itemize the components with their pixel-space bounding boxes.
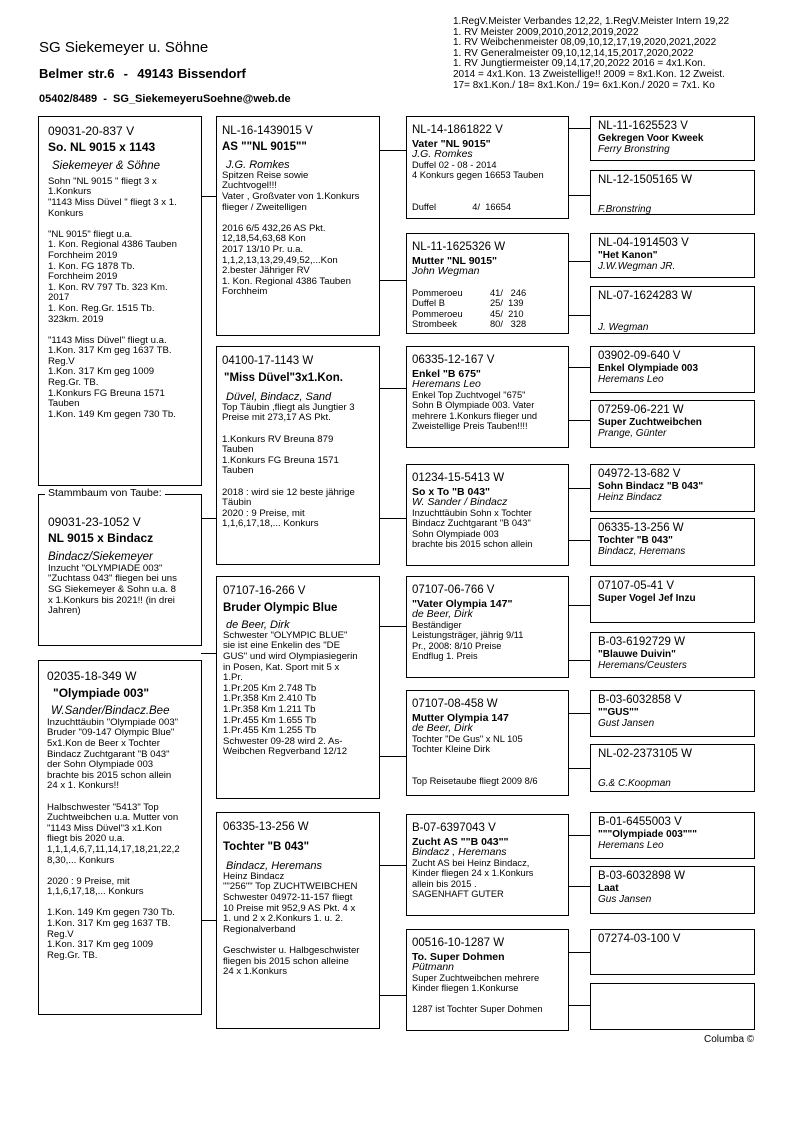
pigeon-name <box>598 946 754 957</box>
breeder-name: Prange, Günter <box>598 428 667 439</box>
ring-number: NL-14-1861822 V <box>412 124 503 136</box>
title-line: 17= 8x1.Kon./ 18= 8x1.Kon./ 19= 6x1.Kon./ 2020 = 7x1. Ko <box>453 79 715 91</box>
ring-number: 07107-16-266 V <box>223 585 306 597</box>
connector <box>379 865 406 866</box>
ring-number: 00516-10-1287 W <box>412 937 505 949</box>
grandparent-card[interactable] <box>216 116 380 336</box>
ancestor-card-small[interactable] <box>590 576 755 623</box>
ring-number: B-07-6397043 V <box>412 822 496 834</box>
connector <box>568 540 590 541</box>
ring-number: B-03-6032858 V <box>598 694 682 706</box>
software-credit: Columba © <box>704 1034 755 1045</box>
ring-number: 04972-13-682 V <box>598 468 681 480</box>
grandparent-card[interactable] <box>216 346 380 565</box>
connector <box>379 756 406 757</box>
description: Inzuchttäubin Sohn x Tochter Bindacz Zuchtgarant "B 043" Sohn Olympiade 003 brachte bis 2015 schon allein <box>412 507 533 549</box>
connector <box>568 420 590 421</box>
ring-number: 06335-12-167 V <box>412 354 495 366</box>
ring-number: NL-04-1914503 V <box>598 237 689 249</box>
ring-number: B-01-6455003 V <box>598 816 682 828</box>
breeder-name: G.& C.Koopman <box>598 778 671 789</box>
titles-block <box>453 17 783 91</box>
ring-number <box>598 987 754 999</box>
pigeon-name: Mutter Olympia 147 <box>412 711 509 724</box>
ring-number: 07107-05-41 V <box>598 580 675 592</box>
breeder-name: Siekemeyer & Söhne <box>52 160 161 173</box>
connector <box>568 195 590 196</box>
title-line: 1.RegV.Meister Verbandes 12,22, 1.RegV.Meister Intern 19,22 <box>453 16 730 27</box>
description: Inzucht "OLYMPIADE 003" "Zuchtass 043" fliegen bei uns SG Siekemeyer & Sohn u.a. 8 x 1.Konkurs bis 2021!! (in drei Jahren) <box>48 562 177 617</box>
ancestor-card[interactable] <box>406 346 569 448</box>
description: Beständiger Leistungsträger, jährig 9/11 Pr., 2008: 8/10 Preise Endflug 1. Preis <box>412 619 524 661</box>
ancestor-card-small[interactable] <box>590 632 755 678</box>
ring-number: 03902-09-640 V <box>598 350 681 362</box>
breeder-name: W.Sander/Bindacz.Bee <box>51 705 170 718</box>
title-line: 2014 = 4x1.Kon. 13 Zweistellige!! 2009 = 8x1.Kon. 12 Zweist. <box>453 68 725 80</box>
breeder-name: Bindacz, Heremans <box>598 546 686 557</box>
ancestor-card[interactable] <box>406 233 569 334</box>
connector <box>568 1005 590 1006</box>
pigeon-name: Vater "NL 9015" <box>412 137 491 150</box>
breeder-name: F.Bronstring <box>598 204 652 215</box>
breeder-name: Ferry Bronstring <box>598 144 670 155</box>
breeder-name: Heremans Leo <box>598 374 664 385</box>
description: Heinz Bindacz ""256"" Top ZUCHTWEIBCHEN Schwester 04972-11-157 fliegt 10 Preise mit 952,9 AS Pkt. 4 x 1. und 2 x 2.Konkurs 1. u. 2. Regionalverband Geschwister u. Halbgeschwister fliegen bis 2015 schon alleine 24 x 1.Konkurs <box>223 870 360 978</box>
ancestor-card-small[interactable] <box>590 400 755 448</box>
ancestor-card[interactable] <box>406 116 569 219</box>
connector <box>568 713 590 714</box>
connector <box>379 280 406 281</box>
breeder-name: W. Sander / Bindacz <box>412 496 508 508</box>
connector <box>568 367 590 368</box>
pigeon-name <box>598 187 754 198</box>
ancestor-card-small[interactable] <box>590 690 755 737</box>
stammbaum-label: Stammbaum von Taube: <box>45 487 165 499</box>
pigeon-name: Laat <box>598 883 619 894</box>
connector <box>568 835 590 836</box>
breeder-name: de Beer, Dirk <box>412 608 473 620</box>
ancestor-card-small[interactable] <box>590 744 755 792</box>
title-line: 1. RV Weibchenmeister 08,09,10,12,17,19,2020,2021,2022 <box>453 37 717 49</box>
pigeon-name: NL 9015 x Bindacz <box>48 530 154 545</box>
breeder-name: J.G. Romkes <box>226 159 290 172</box>
pigeon-name: Super Zuchtweibchen <box>598 417 702 428</box>
ancestor-card-small[interactable] <box>590 464 755 512</box>
ancestor-card[interactable] <box>406 464 569 566</box>
ring-number: 01234-15-5413 W <box>412 472 505 484</box>
breeder-name: Bindacz, Heremans <box>226 860 322 873</box>
description: Super Zuchtweibchen mehrere Kinder fliegen 1.Konkurse 1287 ist Tochter Super Dohmen <box>412 972 543 1014</box>
breeder-name: Heremans Leo <box>412 378 481 390</box>
mother-card[interactable] <box>38 660 202 1015</box>
ancestor-card[interactable] <box>406 929 569 1031</box>
title-line: 1. RV Meister 2009,2010,2012,2019,2022 <box>453 26 639 38</box>
ring-number: NL-12-1505165 W <box>598 174 692 186</box>
pigeon-name: """Olympiade 003""" <box>598 829 698 840</box>
ring-number: 04100-17-1143 W <box>222 355 314 367</box>
pigeon-name: Tochter "B 043" <box>223 840 310 853</box>
grandparent-card[interactable] <box>216 812 380 1029</box>
connector <box>568 768 590 769</box>
breeder-name: Pütmann <box>412 961 455 973</box>
grandparent-card[interactable] <box>216 576 380 799</box>
pigeon-name: Bruder Olympic Blue <box>223 601 338 614</box>
pigeon-name: ""GUS"" <box>598 707 639 718</box>
ancestor-card-small[interactable] <box>590 812 755 859</box>
ring-number: NL-16-1439015 V <box>222 125 313 137</box>
connector <box>379 388 406 389</box>
description: Tochter "De Gus" x NL 105 Tochter Kleine Dirk Top Reisetaube fliegt 2009 8/6 <box>412 733 538 786</box>
breeder-name <box>598 604 754 615</box>
breeder-name: John Wegman <box>412 265 480 277</box>
connector <box>379 150 406 151</box>
connector <box>568 660 590 661</box>
ring-number: B-03-6192729 W <box>598 636 685 648</box>
ancestor-card[interactable] <box>406 690 569 796</box>
connector <box>568 128 590 129</box>
pigeon-name: Zucht AS ""B 043"" <box>412 835 509 848</box>
connector <box>568 886 590 887</box>
ring-number: 09031-23-1052 V <box>48 515 141 529</box>
ring-number: 09031-20-837 V <box>48 124 135 138</box>
connector <box>201 920 217 921</box>
race-result: Pommeroeu 41/ 246 <box>412 287 527 298</box>
breeder-name <box>598 1011 754 1022</box>
ancestor-card-small[interactable] <box>590 866 755 914</box>
breeder-name: J.W.Wegman JR. <box>598 261 676 272</box>
connector <box>201 653 217 654</box>
connector <box>568 261 590 262</box>
ancestor-card[interactable] <box>406 576 569 678</box>
description: Spitzen Reise sowie Zuchtvogel!!! Vater , Großvater von 1.Konkurs flieger / Zweitelligen 2016 6/5 432,26 AS Pkt. 12,18,54,63,68 Kon 2017 13/10 Pr. u.a. 1,1,2,13,13,29,49,52,...Kon 2.bester Jähriger RV 1. Kon. Regional 4386 Tauben Forchheim <box>222 169 360 298</box>
pigeon-name: Enkel "B 675" <box>412 367 481 380</box>
connector <box>201 196 217 197</box>
pigeon-name: To. Super Dohmen <box>412 950 505 963</box>
ring-number: NL-11-1625326 W <box>412 241 506 253</box>
description: Inzuchttäubin "Olympiade 003" Bruder "09-147 Olympic Blue" 5x1.Kon de Beer x Tochter Bindacz Zuchtgarant "B 043" der Sohn Olympiade 003 brachte bis 2015 schon allein 24 x 1. Konkurs!! Halbschwester "5413" Top Zuchtweibchen u.a. Mutter von "1143 Miss Düvel"3 x1.Kon fliegt bis 2020 u.a. 1,1,1,4,6,7,11,14,17,18,21,22,2 8,30,... Konkurs 2020 : 9 Preise, mit 1,1,6,17,18,... Konkurs 1.Kon. 149 Km gegen 730 Tb. 1.Kon. 317 Km geg 1637 TB. Reg.V 1.Kon. 317 Km geg 1009 Reg.Gr. TB. <box>47 716 180 961</box>
breeder-name: Heremans Leo <box>598 840 664 851</box>
father-card[interactable] <box>38 494 202 646</box>
ring-number: 07259-06-221 W <box>598 404 684 416</box>
connector <box>568 315 590 316</box>
pigeon-name <box>598 1000 754 1011</box>
ancestor-card-small[interactable] <box>590 929 755 975</box>
breeder-name: Bindacz , Heremans <box>412 846 507 858</box>
breeder-name: Bindacz/Siekemeyer <box>48 551 153 564</box>
connector <box>379 626 406 627</box>
ring-number: 07274-03-100 V <box>598 933 681 945</box>
pigeon-name: Tochter "B 043" <box>598 535 673 546</box>
description: Schwester "OLYMPIC BLUE" sie ist eine Enkelin des "DE GUS" und wird Olympiasiegerin in Posen, Kat. Sport mit 5 x 1.Pr. 1.Pr.205 Km 2.748 Tb 1.Pr.358 Km 2.410 Tb 1.Pr.358 Km 1.211 Tb 1.Pr.455 Km 1.655 Tb 1.Pr.455 Km 1.255 Tb Schwester 09-28 wird 2. As- Weibchen Regverband 12/12 <box>223 629 358 758</box>
description: Enkel Top Zuchtvogel "675" Sohn B Olympiade 003. Vater mehrere 1.Konkurs flieger und Zweistellige Preis Tauben!!!! <box>412 389 538 431</box>
breeder-name: J.G. Romkes <box>412 148 473 160</box>
race-result: Pommeroeu 45/ 210 <box>412 308 524 319</box>
ring-number: 07107-06-766 V <box>412 584 495 596</box>
ancestor-card-small[interactable] <box>590 170 755 215</box>
breeder-title: SG Siekemeyer u. Söhne <box>39 39 209 56</box>
pigeon-name: So x To "B 043" <box>412 485 491 498</box>
ring-number: 06335-13-256 W <box>223 821 309 833</box>
breeder-name: Heinz Bindacz <box>598 492 662 503</box>
ring-number: B-03-6032898 W <box>598 870 685 882</box>
connector <box>568 488 590 489</box>
title-line: 1. RV Generalmeister 09,10,12,14,15,2017,2020,2022 <box>453 47 694 59</box>
ring-number: 02035-18-349 W <box>47 669 137 683</box>
ancestor-card-small[interactable] <box>590 983 755 1030</box>
ring-number: 06335-13-256 W <box>598 522 684 534</box>
race-result: Duffel B 25/ 139 <box>412 298 524 308</box>
breeder-name: de Beer, Dirk <box>226 619 290 632</box>
connector <box>379 518 406 519</box>
breeder-address: Belmer str.6 - 49143 Bissendorf <box>39 66 246 81</box>
breeder-name: de Beer, Dirk <box>412 722 473 734</box>
ancestor-card-small[interactable] <box>590 286 755 334</box>
ring-number: NL-11-1625523 V <box>598 120 688 132</box>
description: Sohn "NL 9015 " fliegt 3 x 1.Konkurs "1143 Miss Düvel " fliegt 3 x 1. Konkurs "NL 9015" fliegt u.a. 1. Kon. Regional 4386 Tauben Forchheim 2019 1. Kon. FG 1878 Tb. Forchheim 2019 1. Kon. RV 797 Tb. 323 Km. 2017 1. Kon. Reg.Gr. 1515 Tb. 323km. 2019 "1143 Miss Düvel" fliegt u.a. 1.Kon. 317 Km geg 1637 TB. Reg.V 1.Kon. 317 Km geg 1009 Reg.Gr. TB. 1.Konkurs FG Breuna 1571 Tauben 1.Kon. 149 Km gegen 730 Tb. <box>48 175 177 420</box>
pigeon-name: "Het Kanon" <box>598 250 658 261</box>
pigeon-name: "Vater Olympia 147" <box>412 597 513 610</box>
breeder-email[interactable]: SG_SiekemeyeruSoehne@web.de <box>113 93 291 105</box>
breeder-name: J. Wegman <box>598 322 649 333</box>
ancestor-card-small[interactable] <box>590 233 755 278</box>
ring-number: NL-07-1624283 W <box>598 290 692 302</box>
ring-number: 07107-08-458 W <box>412 698 498 710</box>
description: Zucht AS bei Heinz Bindacz, Kinder fliegen 24 x 1.Konkurs allein bis 2015 . SAGENHAFT GUTER <box>412 857 534 899</box>
connector <box>201 518 217 519</box>
pigeon-name: Sohn Bindacz "B 043" <box>598 481 704 492</box>
breeder-name: Heremans/Ceusters <box>598 660 687 671</box>
race-result: Strombeek 80/ 328 <box>412 319 527 329</box>
breeder-contact <box>39 93 291 105</box>
race-results <box>412 288 568 330</box>
title-line: 1. RV Jungtiermeister 09,14,17,20,2022 2016 = 4x1.Kon. <box>453 58 706 70</box>
pigeon-name <box>598 761 754 772</box>
connector <box>379 995 406 996</box>
breeder-phone: 05402/8489 <box>39 93 98 105</box>
breeder-name: Düvel, Bindacz, Sand <box>226 391 332 404</box>
main-pigeon-card[interactable] <box>38 116 202 486</box>
breeder-name: Gus Jansen <box>598 894 652 905</box>
pigeon-name: "Miss Düvel"3x1.Kon. <box>224 371 343 384</box>
pigeon-name: Super Vogel Jef Inzu <box>598 593 696 604</box>
pigeon-name: "Olympiade 003" <box>53 685 150 700</box>
connector <box>568 605 590 606</box>
breeder-name <box>598 957 754 968</box>
connector <box>568 952 590 953</box>
breeder-name: Gust Jansen <box>598 718 655 729</box>
ancestor-card-small[interactable] <box>590 346 755 393</box>
pigeon-name: Enkel Olympiade 003 <box>598 363 699 374</box>
pigeon-name: Gekregen Voor Kweek <box>598 133 704 144</box>
pigeon-name: Mutter "NL 9015" <box>412 254 498 267</box>
ancestor-card[interactable] <box>406 814 569 916</box>
ring-number: NL-02-2373105 W <box>598 748 692 760</box>
ancestor-card-small[interactable] <box>590 116 755 161</box>
contact-separator: - <box>103 93 107 105</box>
pigeon-name: "Blauwe Duivin" <box>598 649 676 660</box>
pigeon-name <box>598 303 754 314</box>
description: Duffel 02 - 08 - 2014 4 Konkurs gegen 16653 Tauben Duffel 4/ 16654 <box>412 159 544 212</box>
description: Top Täubin ,fliegt als Jungtier 3 Preise mit 273,17 AS Pkt. 1.Konkurs RV Breuna 879 Tauben 1.Konkurs FG Breuna 1571 Tauben 2018 : wird sie 12 beste jährige Täubin 2020 : 9 Preise, mit 1,1,6,17,18,... Konkurs <box>222 401 355 530</box>
ancestor-card-small[interactable] <box>590 518 755 566</box>
pigeon-name: So. NL 9015 x 1143 <box>48 139 156 154</box>
pigeon-name: AS ""NL 9015"" <box>222 140 307 153</box>
